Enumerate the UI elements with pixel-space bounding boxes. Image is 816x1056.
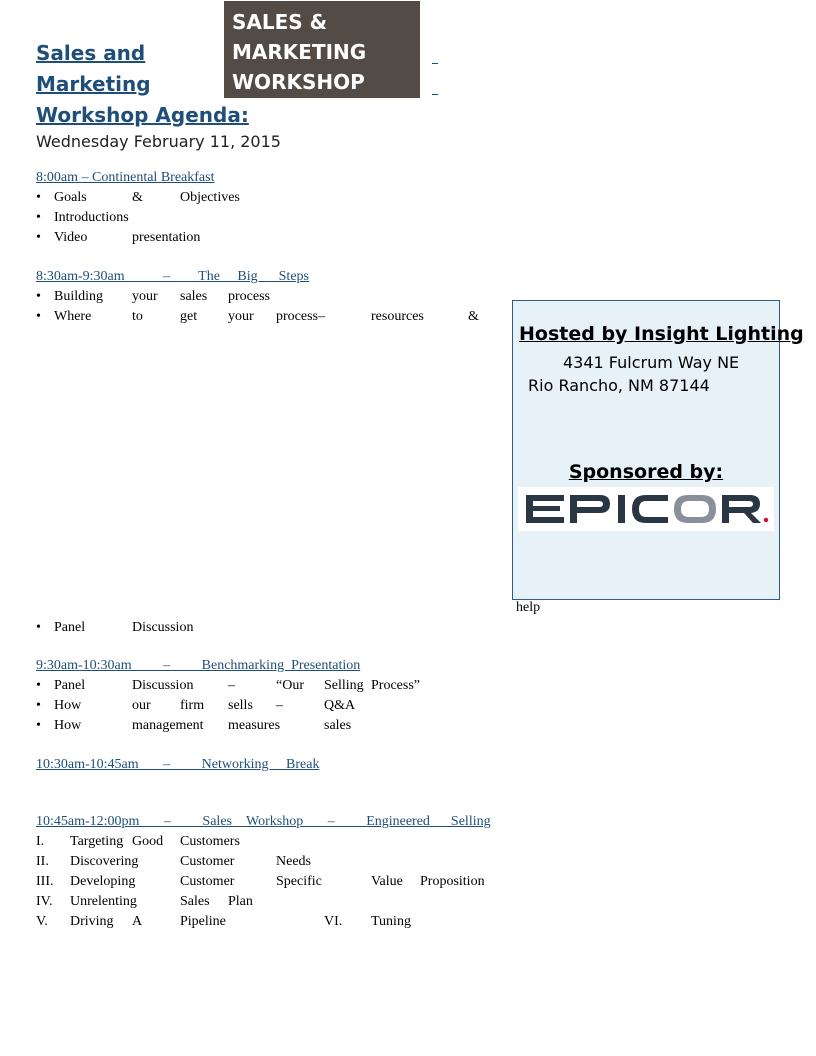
bullet-icon: •: [36, 678, 41, 693]
section-title-sales-workshop[interactable]: 10:45am-12:00pm – Sales Workshop – Engineered Selling: [36, 814, 491, 829]
heading-line-1: Sales and: [36, 41, 146, 65]
wrapped-text-help: help: [516, 600, 541, 615]
address-line-1: 4341 Fulcrum Way NE: [563, 353, 740, 372]
bullet-icon: •: [36, 289, 41, 304]
workshop-banner: [224, 1, 420, 98]
heading-line-2: Marketing: [36, 72, 151, 96]
heading-line-3: Workshop Agenda:: [36, 103, 249, 127]
banner-line-3: WORKSHOP: [232, 70, 365, 94]
host-sponsor-box: [512, 300, 804, 600]
link-underline-mark[interactable]: [432, 62, 438, 64]
banner-line-1: SALES &: [232, 10, 328, 34]
banner-line-2: MARKETING: [232, 40, 367, 64]
bullet-icon: •: [36, 620, 41, 635]
address-line-2: Rio Rancho, NM 87144: [528, 376, 710, 395]
sponsor-title: Sponsored by:: [568, 461, 724, 483]
section-title-benchmarking[interactable]: 9:30am-10:30am – Benchmarking Presentation: [36, 658, 361, 673]
event-date: Wednesday February 11, 2015: [36, 132, 281, 151]
bullet-icon: •: [36, 210, 41, 225]
bullet-icon: •: [36, 698, 41, 713]
host-title: Hosted by Insight Lighting: [519, 323, 804, 345]
section-title-breakfast[interactable]: 8:00am – Continental Breakfast: [36, 170, 215, 185]
bullet-icon: •: [36, 230, 41, 245]
bullet-icon: •: [36, 309, 41, 324]
link-underline-mark[interactable]: [432, 93, 438, 95]
section-title-networking[interactable]: 10:30am-10:45am – Networking Break: [36, 757, 320, 772]
section-title-big-steps[interactable]: 8:30am-9:30am – The Big Steps: [36, 269, 309, 284]
epicor-logo: [518, 487, 774, 531]
bullet-icon: •: [36, 718, 41, 733]
epicor-logo-icon: [518, 487, 774, 531]
agenda-heading[interactable]: [36, 38, 249, 131]
bullet-icon: •: [36, 190, 41, 205]
